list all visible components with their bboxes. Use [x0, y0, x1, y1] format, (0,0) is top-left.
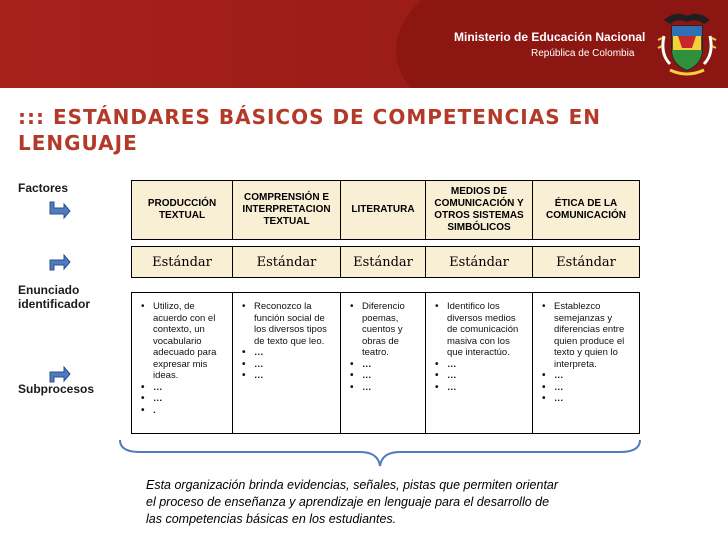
- subprocess-item: • .: [140, 405, 228, 417]
- label-subprocesos: Subprocesos: [18, 382, 95, 396]
- subprocess-item: • …: [434, 370, 528, 382]
- arrow-icon-subprocesos: [48, 364, 72, 384]
- factor-cell: [132, 181, 233, 239]
- subprocess-item: • …: [349, 382, 421, 394]
- subprocess-item: • …: [434, 382, 528, 394]
- factor-cell: [426, 181, 533, 239]
- standard-cell: Estándar: [233, 247, 341, 277]
- ministry-name: Ministerio de Educación Nacional: [454, 30, 646, 44]
- subprocess-item: • …: [541, 382, 635, 394]
- page-title: ::: ESTÁNDARES BÁSICOS DE COMPETENCIAS EN LENGUAJE: [18, 105, 601, 155]
- factor-label: OTROS SISTEMAS: [434, 210, 524, 221]
- subprocess-item: • …: [140, 382, 228, 394]
- factor-label: TEXTUAL: [158, 210, 206, 221]
- arrow-icon-enunciado: [48, 252, 72, 272]
- factor-label: SIMBÓLICOS: [447, 222, 511, 233]
- subprocess-item: • Establezco semejanzas y diferencias entre quien produce el texto y quien lo interpreta.: [541, 301, 635, 370]
- subprocess-item: • …: [241, 347, 336, 359]
- subprocess-item: • …: [541, 393, 635, 405]
- standard-cell: Estándar: [341, 247, 426, 277]
- subprocess-item: • Reconozco la función social de los diversos tipos de texto que leo.: [241, 301, 336, 347]
- subprocess-cell: [132, 293, 233, 433]
- subprocess-item: • …: [349, 359, 421, 371]
- factor-cell: [533, 181, 639, 239]
- label-enunciado: [18, 283, 90, 311]
- factors-row: [131, 180, 640, 240]
- label-factores: Factores: [18, 181, 69, 195]
- republic-name: República de Colombia: [531, 48, 635, 59]
- factor-cell: [341, 181, 426, 239]
- subprocess-cell: [341, 293, 426, 433]
- note-line: Esta organización brinda evidencias, señales, pistas que permiten orientar: [146, 478, 559, 492]
- header-banner: [0, 0, 728, 88]
- subprocess-item: • …: [241, 359, 336, 371]
- subprocess-item: • …: [541, 370, 635, 382]
- standard-cell: Estándar: [556, 254, 616, 270]
- curly-brace-icon: [116, 438, 644, 468]
- label-enunciado-line2: identificador: [18, 297, 91, 311]
- factor-label: PRODUCCIÓN: [147, 198, 217, 209]
- note-line: el proceso de enseñanza y aprendizaje en lenguaje para el desarrollo de: [146, 495, 550, 509]
- factor-label: COMPRENSIÓN E: [243, 192, 329, 203]
- subprocess-item: • Utilizo, de acuerdo con el contexto, un vocabulario adecuado para expresar mis ideas.: [140, 301, 228, 382]
- factor-label: ÉTICA DE LA: [554, 198, 618, 209]
- factor-cell: [233, 181, 341, 239]
- coat-of-arms-icon: [656, 6, 718, 80]
- label-enunciado-line1: Enunciado: [18, 283, 80, 297]
- factor-label: COMUNICACIÓN Y: [434, 198, 524, 209]
- factor-label: TEXTUAL: [263, 216, 310, 227]
- subprocess-row: [131, 292, 640, 434]
- subprocess-cell: [426, 293, 533, 433]
- subprocess-cell: [533, 293, 639, 433]
- arrow-icon-factores: [48, 200, 72, 220]
- subprocess-cell: [233, 293, 341, 433]
- subprocess-item: • …: [241, 370, 336, 382]
- standard-cell: Estándar: [426, 247, 533, 277]
- subprocess-item: • Diferencio poemas, cuentos y obras de teatro.: [349, 301, 421, 359]
- subprocess-item: • …: [349, 370, 421, 382]
- standard-row: [131, 246, 640, 278]
- factor-label: MEDIOS DE: [450, 186, 508, 197]
- factor-label: INTERPRETACION: [242, 204, 331, 215]
- note-line: las competencias básicas en los estudiantes.: [146, 512, 397, 526]
- subprocess-item: • Identifico los diversos medios de comunicación masiva con los que interactúo.: [434, 301, 528, 359]
- factor-label: COMUNICACIÓN: [546, 210, 626, 221]
- standard-cell: Estándar: [132, 247, 233, 277]
- subprocess-item: • …: [434, 359, 528, 371]
- factor-label: LITERATURA: [351, 204, 415, 215]
- explanatory-note: [146, 477, 626, 528]
- subprocess-item: • …: [140, 393, 228, 405]
